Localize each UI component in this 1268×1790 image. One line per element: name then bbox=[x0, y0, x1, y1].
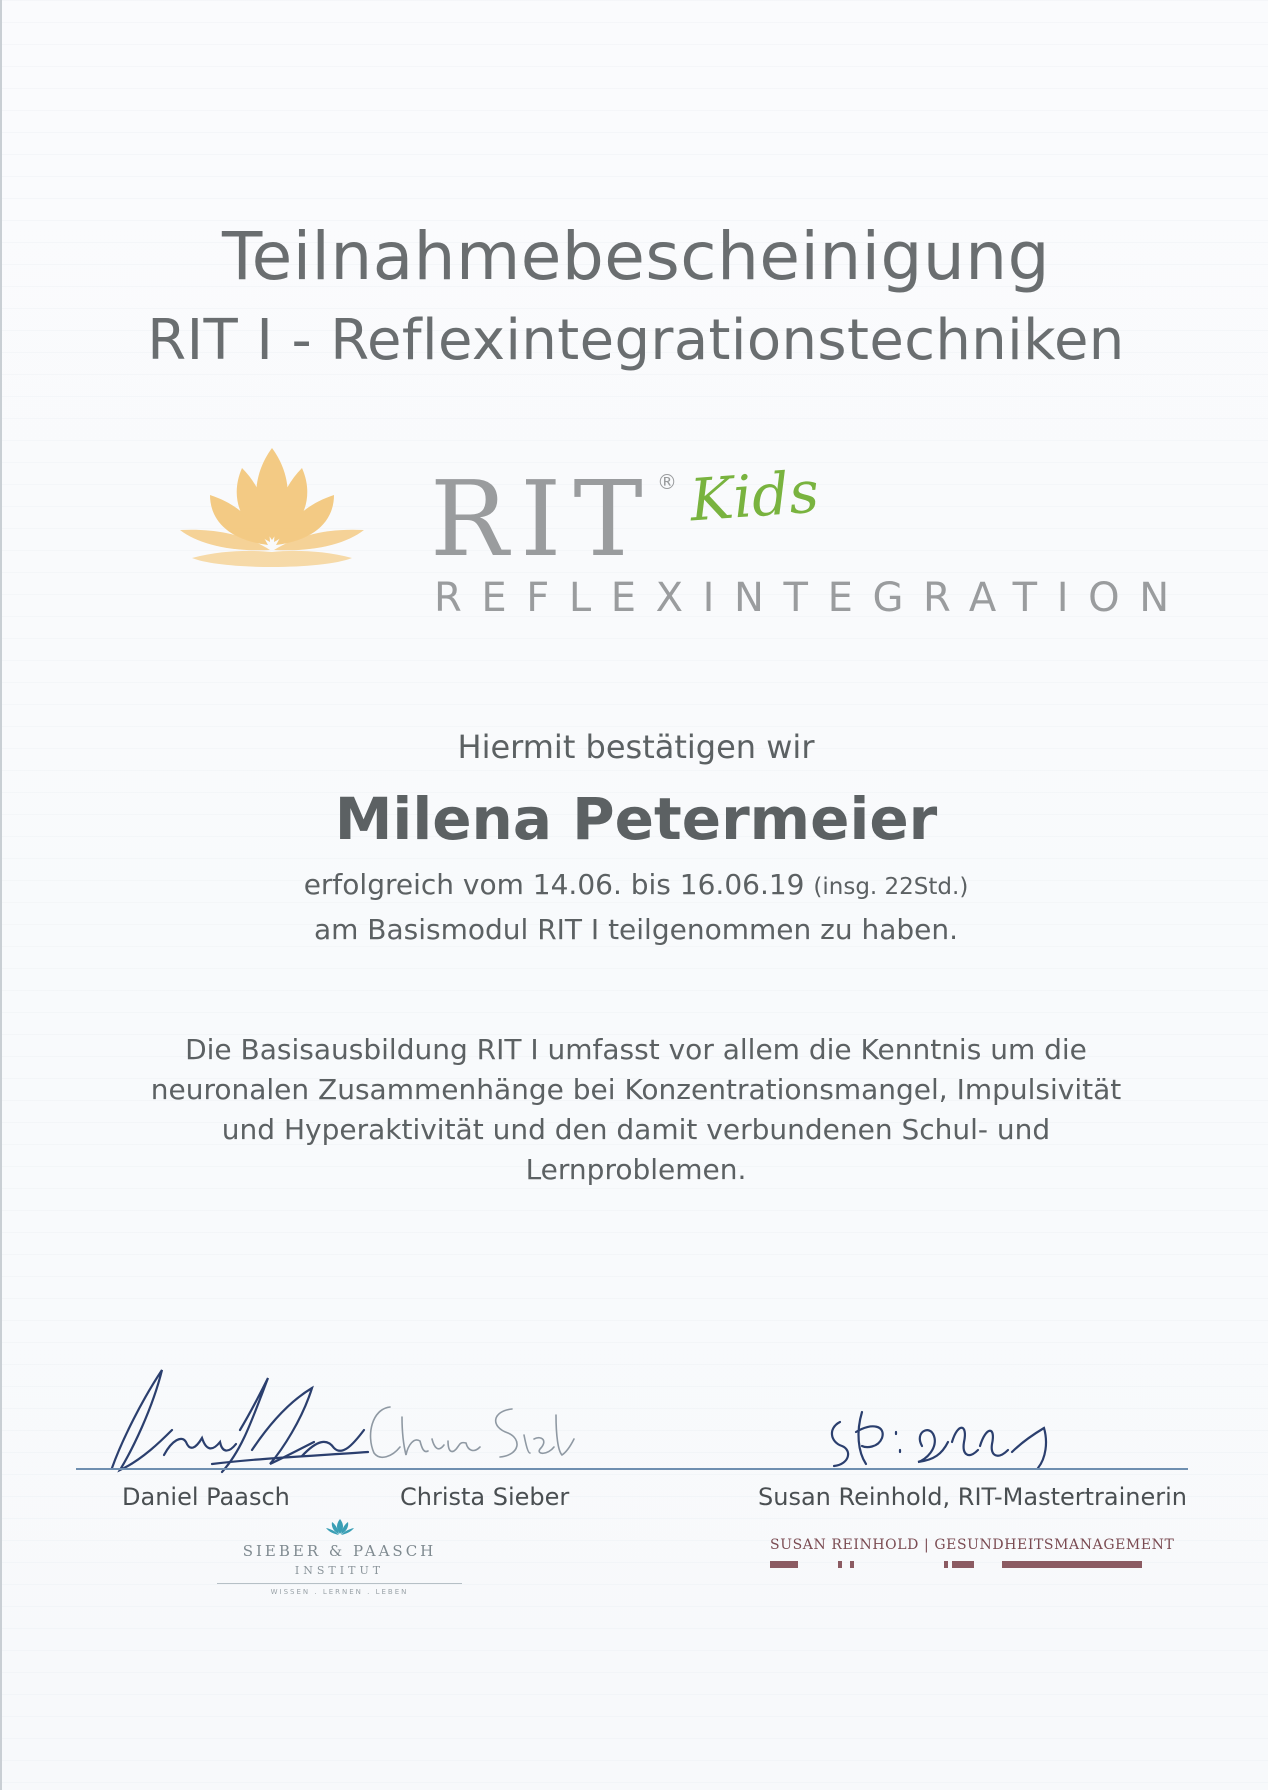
signature-christa-sieber bbox=[362, 1395, 582, 1470]
signature-susan-reinhold bbox=[822, 1402, 1082, 1474]
certificate-title: Teilnahmebescheinigung bbox=[222, 218, 1050, 295]
reinhold-logo-bar bbox=[770, 1561, 798, 1568]
logo-tagline: REFLEXINTEGRATION bbox=[434, 575, 1189, 621]
reinhold-logo-bar bbox=[850, 1561, 854, 1568]
reinhold-logo-bar bbox=[1002, 1561, 1142, 1568]
logo-kids: Kids bbox=[687, 457, 821, 535]
signature-line bbox=[76, 1468, 1188, 1470]
registered-mark: ® bbox=[657, 470, 677, 494]
description-line: Lernproblemen. bbox=[525, 1153, 747, 1186]
signer-name: Susan Reinhold, RIT-Mastertrainerin bbox=[758, 1483, 1187, 1511]
institute-name: SIEBER & PAASCH bbox=[242, 1542, 437, 1560]
logo-brand: RIT bbox=[430, 458, 655, 580]
signer-name: Christa Sieber bbox=[400, 1483, 570, 1511]
description-line: Die Basisausbildung RIT I umfasst vor allem die Kenntnis um die bbox=[185, 1033, 1087, 1066]
institute-logo bbox=[217, 1518, 462, 1598]
lotus-icon bbox=[325, 1518, 355, 1536]
institute-sub: INSTITUT bbox=[294, 1564, 385, 1577]
lotus-icon bbox=[172, 440, 372, 590]
institute-tagline: WISSEN . LERNEN . LEBEN bbox=[270, 1588, 409, 1596]
reinhold-logo-text: SUSAN REINHOLD | GESUNDHEITSMANAGEMENT bbox=[770, 1537, 1175, 1553]
description bbox=[2, 1030, 1268, 1190]
description-line: und Hyperaktivität und den damit verbundenen Schul- und bbox=[221, 1113, 1051, 1146]
reinhold-logo-bar bbox=[838, 1561, 842, 1568]
period-text: erfolgreich vom 14.06. bis 16.06.19 bbox=[303, 868, 805, 901]
period-line bbox=[2, 868, 1268, 901]
confirm-text: Hiermit bestätigen wir bbox=[457, 728, 815, 766]
signature-daniel-paasch bbox=[102, 1360, 372, 1480]
participant-name: Milena Petermeier bbox=[334, 785, 938, 853]
description-line: neuronalen Zusammenhänge bei Konzentrationsmangel, Impulsivität bbox=[150, 1073, 1122, 1106]
institute-rule bbox=[217, 1583, 462, 1584]
course-title: RIT I - Reflexintegrationstechniken bbox=[147, 308, 1125, 373]
signer-name: Daniel Paasch bbox=[122, 1483, 290, 1511]
hours-text: (insg. 22Std.) bbox=[813, 874, 969, 900]
reinhold-logo bbox=[770, 1537, 1175, 1575]
module-text: am Basismodul RIT I teilgenommen zu haben. bbox=[313, 913, 959, 946]
reinhold-logo-bar bbox=[944, 1561, 948, 1568]
reinhold-logo-bar bbox=[952, 1561, 974, 1568]
